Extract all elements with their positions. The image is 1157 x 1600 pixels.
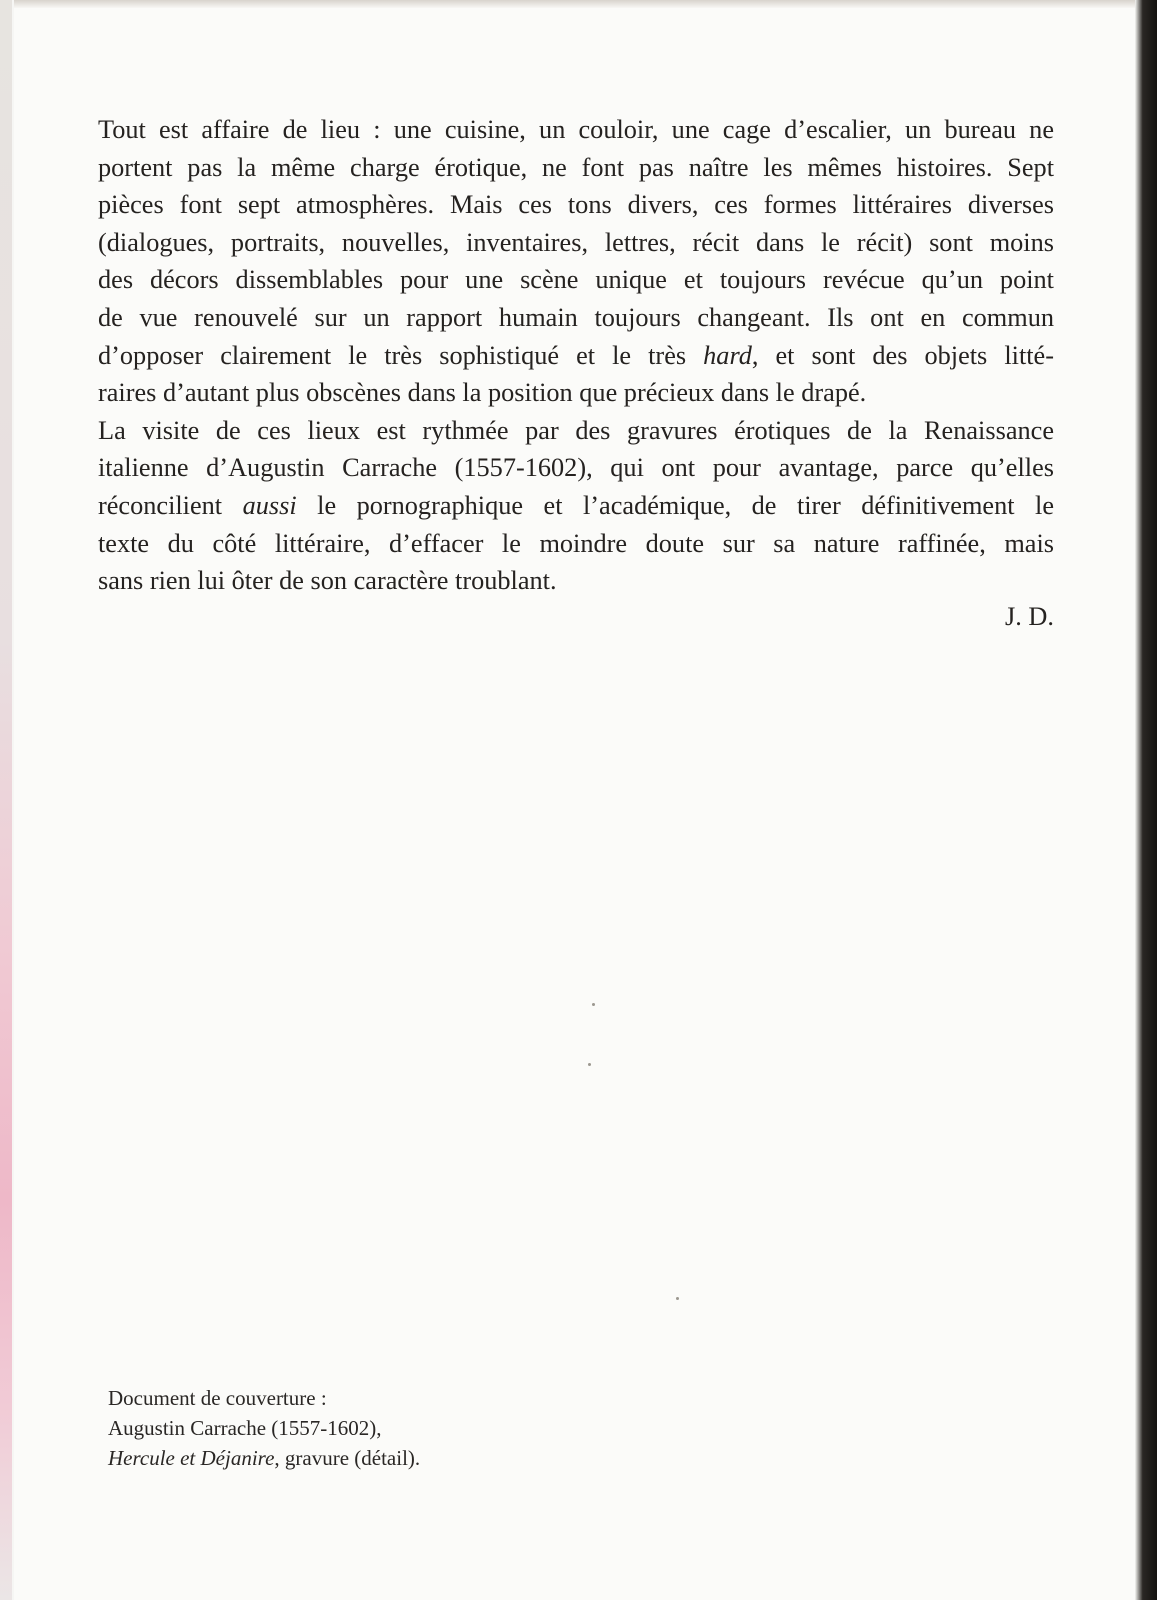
- text-run: , et sont des objets litté-: [751, 340, 1054, 370]
- text-line: raires d’autant plus obscènes dans la position que précieux dans le drapé.: [98, 378, 867, 408]
- text-line: des décors dissemblables pour une scène unique et toujours revécue qu’un point: [98, 265, 1054, 295]
- text-line: de vue renouvelé sur un rapport humain toujours changeant. Ils ont en commun: [98, 302, 1054, 332]
- text-line: sans rien lui ôter de son caractère troublant.: [98, 566, 557, 596]
- text-line: texte du côté littéraire, d’effacer le moindre doute sur sa nature raffinée, mais: [98, 528, 1054, 558]
- paper-speck: [676, 1297, 679, 1300]
- text-run: d’opposer clairement le très sophistiqué et le très: [98, 340, 704, 370]
- text-line: La visite de ces lieux est rythmée par des gravures érotiques de la Renaissance: [98, 415, 1054, 445]
- text-line: (dialogues, portraits, nouvelles, inventaires, lettres, récit dans le récit) sont moins: [98, 227, 1054, 257]
- text-run: , gravure (détail).: [274, 1446, 421, 1470]
- credits-line: Document de couverture :: [108, 1386, 327, 1410]
- text-line: portent pas la même charge érotique, ne font pas naître les mêmes histoires. Sept: [98, 152, 1054, 182]
- blurb-paragraph-1: [98, 111, 1054, 412]
- italic-word: hard: [703, 340, 752, 370]
- cover-credits: [108, 1383, 420, 1473]
- italic-title: Déjanire: [200, 1446, 275, 1470]
- text-run: le pornographique et l’académique, de tirer définitivement le: [296, 490, 1054, 520]
- blurb-text: [98, 111, 1054, 600]
- italic-title: Hercule: [108, 1446, 175, 1470]
- credits-line: [108, 1443, 420, 1473]
- italic-word: aussi: [242, 490, 297, 520]
- paper-speck: [588, 1063, 591, 1066]
- text-line: italienne d’Augustin Carrache (1557-1602), qui ont pour avantage, parce qu’elles: [98, 453, 1054, 483]
- text-line: Tout est affaire de lieu : une cuisine, un couloir, une cage d’escalier, un bureau ne: [98, 115, 1054, 144]
- right-page-edge: [1135, 0, 1157, 1600]
- text-line: [98, 337, 1054, 375]
- left-page-edge: [0, 0, 14, 1600]
- credits-line: Augustin Carrache (1557-1602),: [108, 1416, 382, 1440]
- text-line: pièces font sept atmosphères. Mais ces tons divers, ces formes littéraires diverses: [98, 190, 1054, 220]
- top-page-edge: [0, 0, 1157, 8]
- text-line: [98, 487, 1054, 525]
- paper-speck: [592, 1003, 595, 1006]
- blurb-paragraph-2: [98, 412, 1054, 600]
- italic-title: et: [174, 1446, 201, 1470]
- author-signature: J. D.: [1005, 602, 1054, 631]
- text-run: réconcilient: [98, 490, 243, 520]
